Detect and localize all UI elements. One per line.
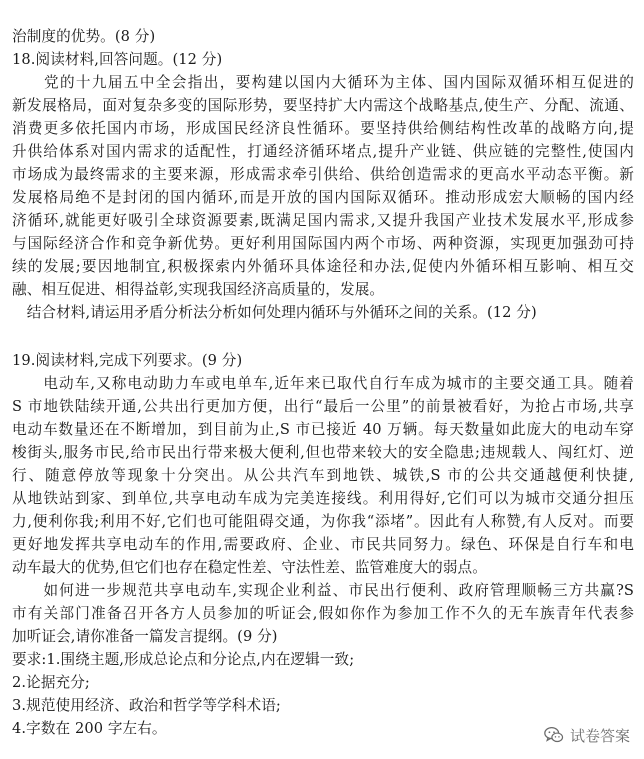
text-line-9: 济循环,就能更好吸引全球资源要素,既满足国内需求,又提升我国产业技术发展水平,形成参 [12,212,634,229]
text-line-18: 电动车数量还在不断增加，到目前为止,S 市已接近 40 万辆。每天数量如此庞大的电动车穿 [12,421,634,438]
text-line-27: 加听证会,请你准备一篇发言提纲。(9 分) [12,628,278,645]
text-line-6: 升供给体系对国内需求的适配性，打通经济循环堵点,提升产业链、供应链的完整性,使国内 [12,143,634,160]
text-line-22: 力,便利你我;利用不好,它们也可能阻碍交通，为你我“添堵”。因此有人称赞,有人反对。而要 [12,513,634,530]
text-line-23: 更好地发挥共享电动车的作用,需要政府、企业、市民共同努力。绿色、环保是自行车和电 [12,536,634,553]
text-line-3: 党的十九届五中全会指出，要构建以国内大循环为主体、国内国际双循环相互促进的 [12,74,634,91]
text-line-4: 新发展格局，面对复杂多变的国际形势，要坚持扩大内需这个战略基点,使生产、分配、流通、 [12,97,634,114]
text-line-24: 动车最大的优势,但它们也存在稳定性差、守法性差、监管难度大的弱点。 [12,559,487,576]
requirement-3: 3.规范使用经济、政治和哲学等学科术语; [12,697,281,714]
text-line-19: 梭街头,服务市民,给市民出行带来极大便利,但也带来较大的安全隐患;违规载人、闯红灯、逆 [12,444,634,461]
question-18-prompt: 结合材料,请运用矛盾分析法分析如何处理内循环与外循环之间的关系。(12 分) [12,304,537,321]
text-line-5: 消费更多依托国内市场，形成国民经济良性循环。要坚持供给侧结构性改革的战略方向,提 [12,120,634,137]
text-line-7: 市场成为最终需求的主要来源，形成需求牵引供给、供给创造需求的更高水平动态平衡。新 [12,166,634,183]
text-line-16: 电动车,又称电动助力车或电单车,近年来已取代自行车成为城市的主要交通工具。随着 [12,375,634,392]
text-line-25: 如何进一步规范共享电动车,实现企业利益、市民出行便利、政府管理顺畅三方共赢?S [12,582,634,599]
question-18-title: 18.阅读材料,回答问题。(12 分) [12,51,223,68]
requirement-1: 要求:1.围绕主题,形成总论点和分论点,内在逻辑一致; [12,651,355,668]
text-line-12: 融、相互促进、相得益彰,实现我国经济高质量的，发展。 [12,281,385,298]
requirement-2: 2.论据充分; [12,674,90,691]
text-line-8: 发展格局绝不是封闭的国内循环,而是开放的国内国际双循环。推动形成宏大顺畅的国内经 [12,189,634,206]
question-19-title: 19.阅读材料,完成下列要求。(9 分) [12,352,243,369]
text-line-21: 从地铁站到家、到单位,共享电动车成为完美连接线。利用得好,它们可以为城市交通分担压 [12,490,634,507]
text-line-1: 治制度的优势。(8 分) [12,28,156,45]
wechat-icon [543,724,565,746]
text-line-26: 市有关部门准备召开各方人员参加的听证会,假如你作为参加工作不久的无车族青年代表参 [12,605,634,622]
watermark-text: 试卷答案 [569,726,630,745]
text-line-11: 续的发展;要因地制宜,积极探索内外循环具体途径和办法,促使内外循环相互影响、相互交 [12,258,634,275]
text-line-20: 行、随意停放等现象十分突出。从公共汽车到地铁、城铁,S 市的公共交通越便利快捷, [12,467,634,484]
text-line-10: 与国际经济合作和竞争新优势。更好利用国际国内两个市场、两种资源，实现更加强劲可持 [12,235,634,252]
text-line-17: S 市地铁陆续开通,公共出行更加方便，出行“最后一公里”的前景被看好，为抢占市场,共享 [12,398,634,415]
requirement-4: 4.字数在 200 字左右。 [12,720,167,737]
watermark [543,724,630,746]
